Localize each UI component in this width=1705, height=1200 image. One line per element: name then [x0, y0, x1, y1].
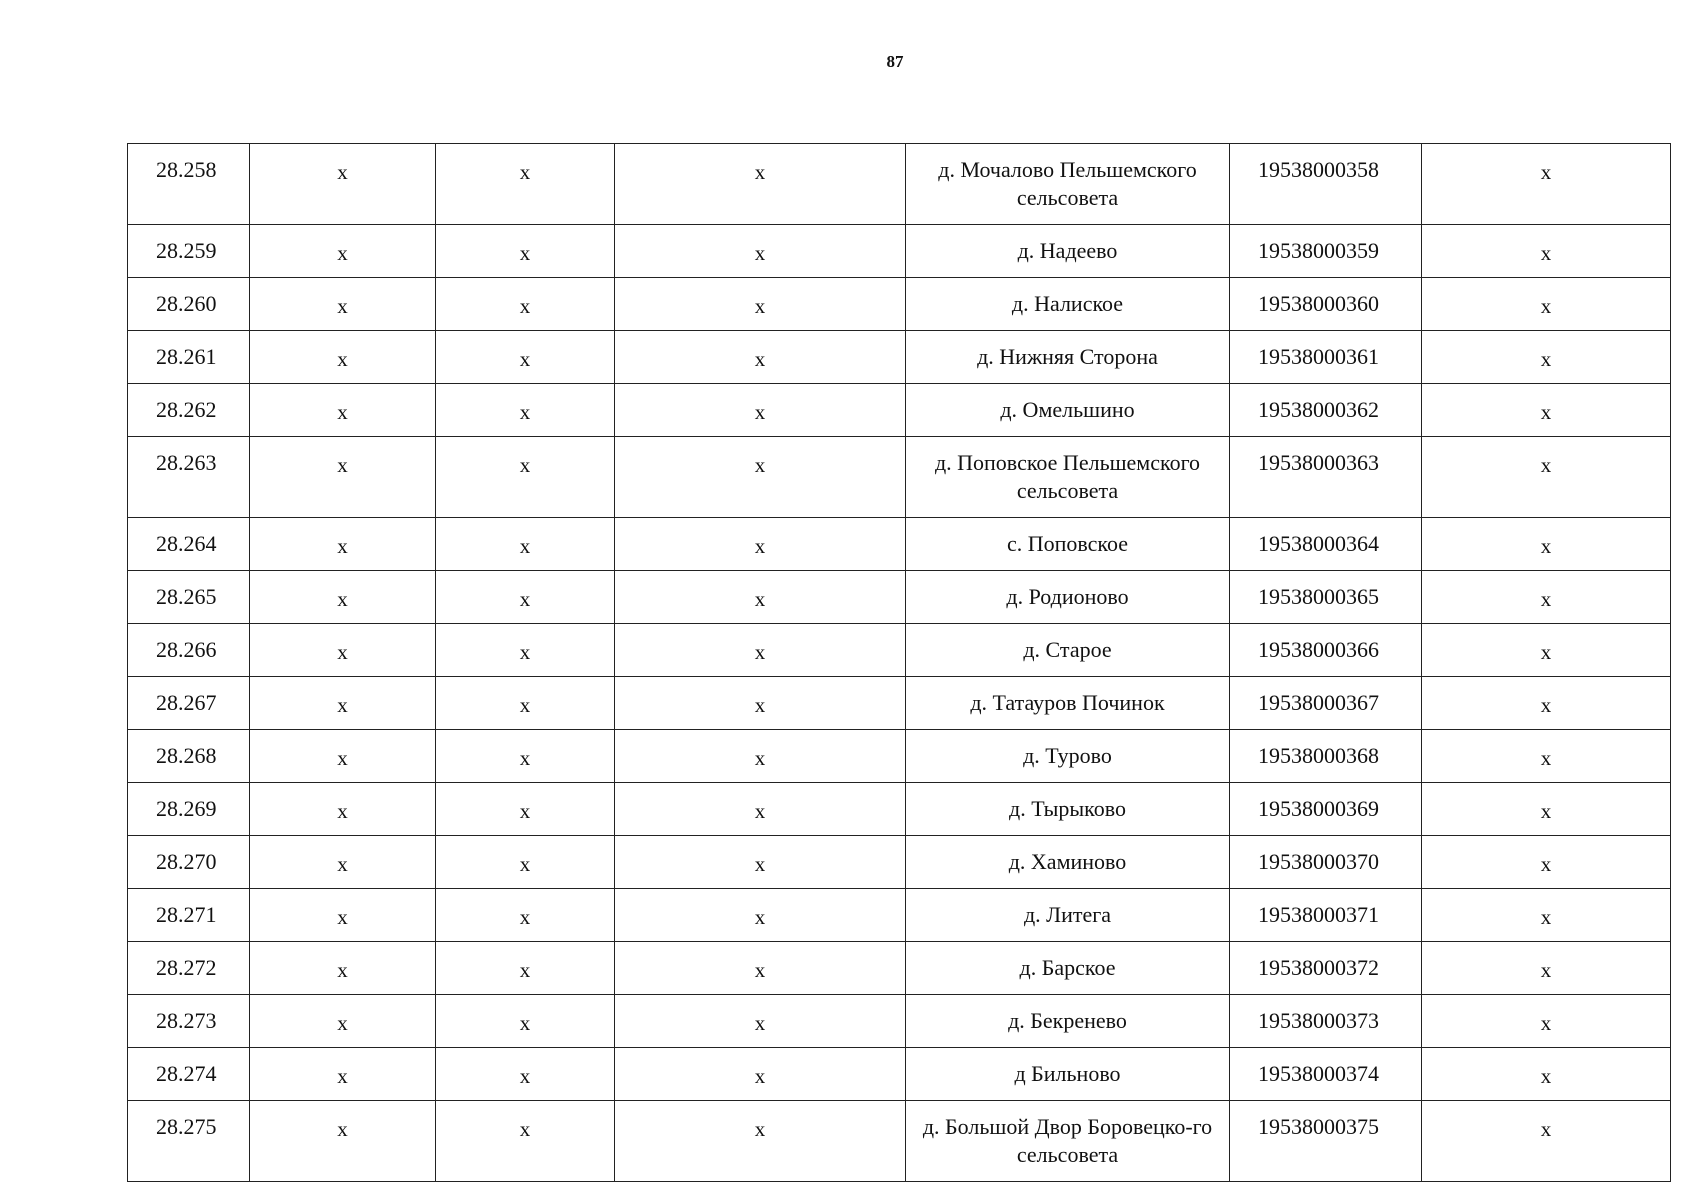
x-mark-cell: x	[1422, 518, 1671, 571]
settlement-name-cell: д. Поповское Пельшемского сельсовета	[906, 437, 1230, 518]
x-mark-cell: x	[250, 836, 436, 889]
x-mark-cell: x	[436, 783, 615, 836]
x-mark-cell: x	[250, 384, 436, 437]
table-row	[128, 384, 1671, 437]
x-mark-cell: x	[436, 384, 615, 437]
x-mark-cell: x	[615, 783, 906, 836]
x-mark-cell: x	[1422, 836, 1671, 889]
row-number-cell: 28.266	[128, 624, 250, 677]
oktmo-code-cell: 19538000369	[1230, 783, 1422, 836]
x-mark-cell: x	[436, 677, 615, 730]
x-mark-cell: x	[250, 624, 436, 677]
oktmo-code-cell: 19538000359	[1230, 225, 1422, 278]
x-mark-cell: x	[1422, 730, 1671, 783]
x-mark-cell: x	[436, 624, 615, 677]
x-mark-cell: x	[436, 331, 615, 384]
x-mark-cell: x	[1422, 144, 1671, 225]
x-mark-cell: x	[250, 889, 436, 942]
x-mark-cell: x	[250, 783, 436, 836]
x-mark-cell: x	[615, 624, 906, 677]
x-mark-cell: x	[436, 730, 615, 783]
x-mark-cell: x	[615, 730, 906, 783]
x-mark-cell: x	[615, 836, 906, 889]
x-mark-cell: x	[436, 518, 615, 571]
x-mark-cell: x	[436, 942, 615, 995]
table-row	[128, 942, 1671, 995]
row-number-cell: 28.259	[128, 225, 250, 278]
row-number-cell: 28.265	[128, 571, 250, 624]
settlement-name-cell: д. Надеево	[906, 225, 1230, 278]
settlement-name-cell: д. Бекренево	[906, 995, 1230, 1048]
x-mark-cell: x	[436, 144, 615, 225]
page-number: 87	[886, 52, 904, 71]
table-row	[128, 1101, 1671, 1182]
oktmo-code-cell: 19538000361	[1230, 331, 1422, 384]
x-mark-cell: x	[436, 995, 615, 1048]
settlement-name-cell: д. Татауров Починок	[906, 677, 1230, 730]
x-mark-cell: x	[615, 144, 906, 225]
row-number-cell: 28.260	[128, 278, 250, 331]
x-mark-cell: x	[250, 1101, 436, 1182]
settlement-name-cell: д. Нижняя Сторона	[906, 331, 1230, 384]
oktmo-code-cell: 19538000366	[1230, 624, 1422, 677]
x-mark-cell: x	[436, 225, 615, 278]
row-number-cell: 28.274	[128, 1048, 250, 1101]
oktmo-code-cell: 19538000362	[1230, 384, 1422, 437]
table-row	[128, 225, 1671, 278]
settlement-name-cell: д. Хаминово	[906, 836, 1230, 889]
row-number-cell: 28.258	[128, 144, 250, 225]
x-mark-cell: x	[615, 995, 906, 1048]
x-mark-cell: x	[1422, 384, 1671, 437]
table-row	[128, 995, 1671, 1048]
x-mark-cell: x	[615, 1101, 906, 1182]
x-mark-cell: x	[615, 1048, 906, 1101]
x-mark-cell: x	[615, 331, 906, 384]
table-row	[128, 1048, 1671, 1101]
x-mark-cell: x	[250, 331, 436, 384]
oktmo-code-cell: 19538000365	[1230, 571, 1422, 624]
settlement-name-cell: с. Поповское	[906, 518, 1230, 571]
x-mark-cell: x	[1422, 437, 1671, 518]
row-number-cell: 28.273	[128, 995, 250, 1048]
x-mark-cell: x	[250, 995, 436, 1048]
x-mark-cell: x	[615, 889, 906, 942]
settlement-name-cell: д. Налиское	[906, 278, 1230, 331]
table-row	[128, 518, 1671, 571]
x-mark-cell: x	[1422, 225, 1671, 278]
x-mark-cell: x	[250, 1048, 436, 1101]
x-mark-cell: x	[615, 437, 906, 518]
table-row	[128, 677, 1671, 730]
row-number-cell: 28.272	[128, 942, 250, 995]
x-mark-cell: x	[615, 278, 906, 331]
oktmo-code-cell: 19538000367	[1230, 677, 1422, 730]
x-mark-cell: x	[1422, 942, 1671, 995]
row-number-cell: 28.267	[128, 677, 250, 730]
oktmo-code-cell: 19538000364	[1230, 518, 1422, 571]
oktmo-code-cell: 19538000358	[1230, 144, 1422, 225]
row-number-cell: 28.271	[128, 889, 250, 942]
x-mark-cell: x	[1422, 571, 1671, 624]
table-row	[128, 571, 1671, 624]
x-mark-cell: x	[1422, 783, 1671, 836]
x-mark-cell: x	[615, 677, 906, 730]
row-number-cell: 28.264	[128, 518, 250, 571]
oktmo-code-cell: 19538000368	[1230, 730, 1422, 783]
row-number-cell: 28.270	[128, 836, 250, 889]
x-mark-cell: x	[250, 571, 436, 624]
x-mark-cell: x	[1422, 331, 1671, 384]
x-mark-cell: x	[436, 889, 615, 942]
x-mark-cell: x	[1422, 1048, 1671, 1101]
oktmo-code-cell: 19538000370	[1230, 836, 1422, 889]
settlement-name-cell: д. Старое	[906, 624, 1230, 677]
x-mark-cell: x	[615, 518, 906, 571]
table-row	[128, 624, 1671, 677]
table-row	[128, 144, 1671, 225]
x-mark-cell: x	[250, 730, 436, 783]
oktmo-code-cell: 19538000363	[1230, 437, 1422, 518]
settlement-name-cell: д. Тырыково	[906, 783, 1230, 836]
oktmo-code-cell: 19538000375	[1230, 1101, 1422, 1182]
x-mark-cell: x	[1422, 677, 1671, 730]
settlement-name-cell: д. Омельшино	[906, 384, 1230, 437]
table-row	[128, 836, 1671, 889]
x-mark-cell: x	[615, 384, 906, 437]
x-mark-cell: x	[436, 278, 615, 331]
x-mark-cell: x	[250, 518, 436, 571]
settlement-name-cell: д. Родионово	[906, 571, 1230, 624]
x-mark-cell: x	[250, 225, 436, 278]
table-row	[128, 730, 1671, 783]
table-row	[128, 783, 1671, 836]
x-mark-cell: x	[250, 942, 436, 995]
x-mark-cell: x	[615, 225, 906, 278]
x-mark-cell: x	[250, 144, 436, 225]
x-mark-cell: x	[1422, 278, 1671, 331]
table-body	[128, 144, 1671, 1182]
x-mark-cell: x	[250, 278, 436, 331]
x-mark-cell: x	[1422, 1101, 1671, 1182]
x-mark-cell: x	[615, 571, 906, 624]
x-mark-cell: x	[436, 437, 615, 518]
settlement-name-cell: д. Мочалово Пельшемского сельсовета	[906, 144, 1230, 225]
oktmo-code-cell: 19538000371	[1230, 889, 1422, 942]
table-row	[128, 437, 1671, 518]
settlements-table	[127, 143, 1671, 1182]
oktmo-code-cell: 19538000373	[1230, 995, 1422, 1048]
x-mark-cell: x	[250, 677, 436, 730]
row-number-cell: 28.262	[128, 384, 250, 437]
row-number-cell: 28.261	[128, 331, 250, 384]
x-mark-cell: x	[436, 1101, 615, 1182]
x-mark-cell: x	[436, 571, 615, 624]
row-number-cell: 28.263	[128, 437, 250, 518]
settlement-name-cell: д. Литега	[906, 889, 1230, 942]
row-number-cell: 28.268	[128, 730, 250, 783]
settlement-name-cell: д. Турово	[906, 730, 1230, 783]
oktmo-code-cell: 19538000374	[1230, 1048, 1422, 1101]
row-number-cell: 28.269	[128, 783, 250, 836]
settlement-name-cell: д. Большой Двор Боровецко-го сельсовета	[906, 1101, 1230, 1182]
x-mark-cell: x	[1422, 624, 1671, 677]
table-row	[128, 278, 1671, 331]
row-number-cell: 28.275	[128, 1101, 250, 1182]
table-row	[128, 889, 1671, 942]
x-mark-cell: x	[1422, 889, 1671, 942]
x-mark-cell: x	[436, 836, 615, 889]
oktmo-code-cell: 19538000360	[1230, 278, 1422, 331]
settlement-name-cell: д. Барское	[906, 942, 1230, 995]
table-row	[128, 331, 1671, 384]
x-mark-cell: x	[250, 437, 436, 518]
x-mark-cell: x	[615, 942, 906, 995]
oktmo-code-cell: 19538000372	[1230, 942, 1422, 995]
settlement-name-cell: д Бильново	[906, 1048, 1230, 1101]
x-mark-cell: x	[1422, 995, 1671, 1048]
x-mark-cell: x	[436, 1048, 615, 1101]
